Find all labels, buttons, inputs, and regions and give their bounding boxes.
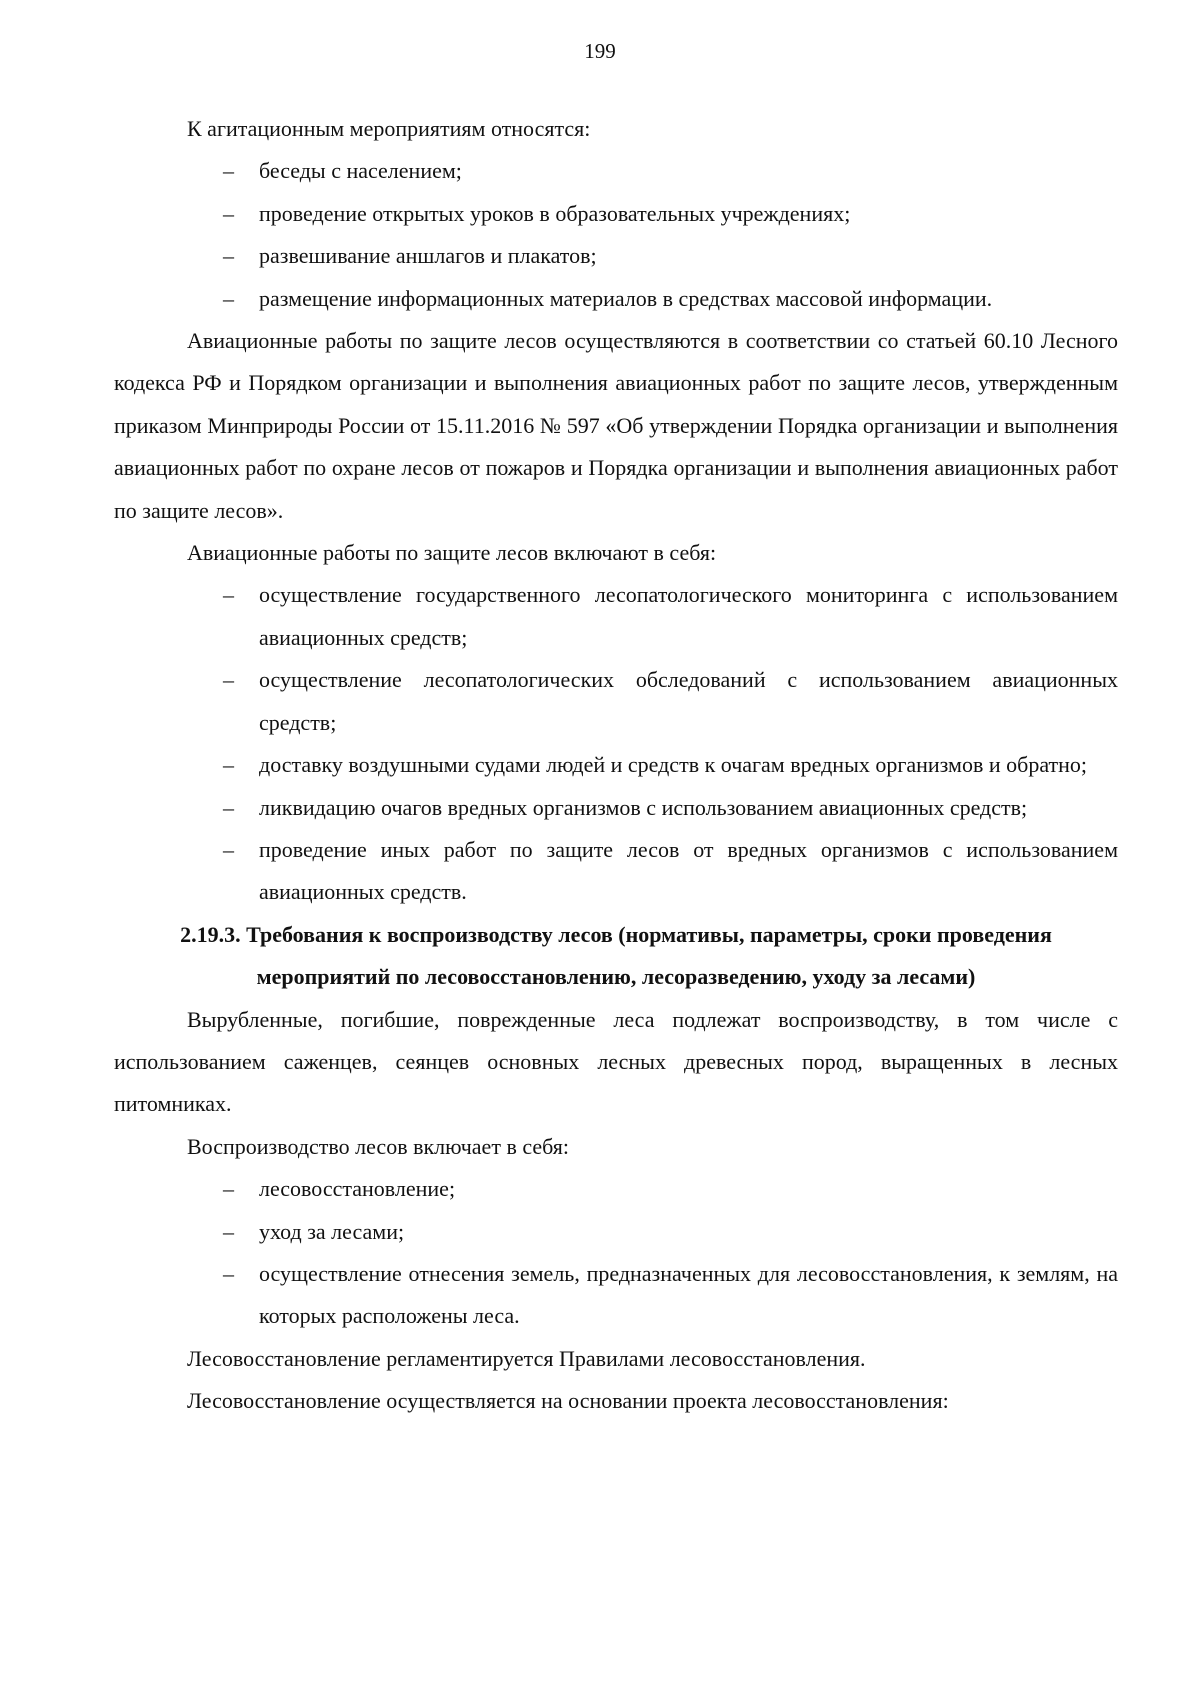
list-dash: – (223, 752, 234, 778)
list-dash: – (223, 1218, 234, 1244)
reproduction-intro: Воспроизводство лесов включает в себя: (187, 1133, 570, 1159)
aviation-works-list (114, 574, 1118, 913)
list-dash: – (223, 667, 234, 693)
list-dash: – (223, 200, 234, 226)
reproduction-paragraph: Вырубленные, погибшие, поврежденные леса подлежат воспроизводству, в том числе с использованием саженцев, сеянцев основных лесных древесных пород, выращенных в лесных питомниках. (114, 1006, 1118, 1117)
agitation-intro: К агитационным мероприятиям относятся: (187, 116, 591, 141)
list-dash: – (223, 794, 234, 820)
list-item: – беседы с населением; (114, 150, 1118, 192)
page-content (114, 108, 1118, 1423)
list-item: – уход за лесами; (114, 1211, 1118, 1253)
aviation-works-intro: Авиационные работы по защите лесов включают в себя: (187, 540, 717, 566)
list-dash: – (223, 285, 234, 311)
reproduction-list (114, 1168, 1118, 1338)
closing-paragraph: Лесовосстановление осуществляется на основании проекта лесовосстановления: (187, 1388, 949, 1414)
list-dash: – (223, 1260, 234, 1286)
agitation-list (114, 150, 1118, 320)
list-item: – доставку воздушными судами людей и средств к очагам вредных организмов и обратно; (114, 744, 1118, 786)
list-item: – развешивание аншлагов и плакатов; (114, 235, 1118, 277)
list-dash: – (223, 158, 234, 184)
closing-paragraph: Лесовосстановление регламентируется Правилами лесовосстановления. (187, 1345, 866, 1371)
list-item: – проведение иных работ по защите лесов от вредных организмов с использованием авиационных средств. (114, 829, 1118, 914)
list-item: – осуществление государственного лесопатологического мониторинга с использованием авиационных средств; (114, 574, 1118, 659)
list-item: – проведение открытых уроков в образовательных учреждениях; (114, 193, 1118, 235)
list-dash: – (223, 836, 234, 862)
list-item: – размещение информационных материалов в средствах массовой информации. (114, 278, 1118, 320)
list-dash: – (223, 243, 234, 269)
list-dash: – (223, 1176, 234, 1202)
section-heading-line: 2.19.3. Требования к воспроизводству лесов (нормативы, параметры, сроки проведения (180, 921, 1052, 947)
section-heading (114, 914, 1118, 999)
page-number: 199 (584, 39, 616, 63)
list-dash: – (223, 582, 234, 608)
list-item: – лесовосстановление; (114, 1168, 1118, 1210)
aviation-paragraph: Авиационные работы по защите лесов осуществляются в соответствии со статьей 60.10 Лесного кодекса РФ и Порядком организации и выполнения авиационных работ по защите лесов, утвержденным приказом Минприроды России от 15.11.2016 № 597 «Об утверждении Порядка организации и выполнения авиационных работ по охране лесов от пожаров и Порядка организации и выполнения авиационных работ по защите лесов». (114, 328, 1118, 523)
list-item: – осуществление отнесения земель, предназначенных для лесовосстановления, к землям, на которых расположены леса. (114, 1253, 1118, 1338)
list-item: – ликвидацию очагов вредных организмов с использованием авиационных средств; (114, 787, 1118, 829)
section-heading-line: мероприятий по лесовосстановлению, лесоразведению, уходу за лесами) (256, 964, 976, 990)
list-item: – осуществление лесопатологических обследований с использованием авиационных средств; (114, 659, 1118, 744)
